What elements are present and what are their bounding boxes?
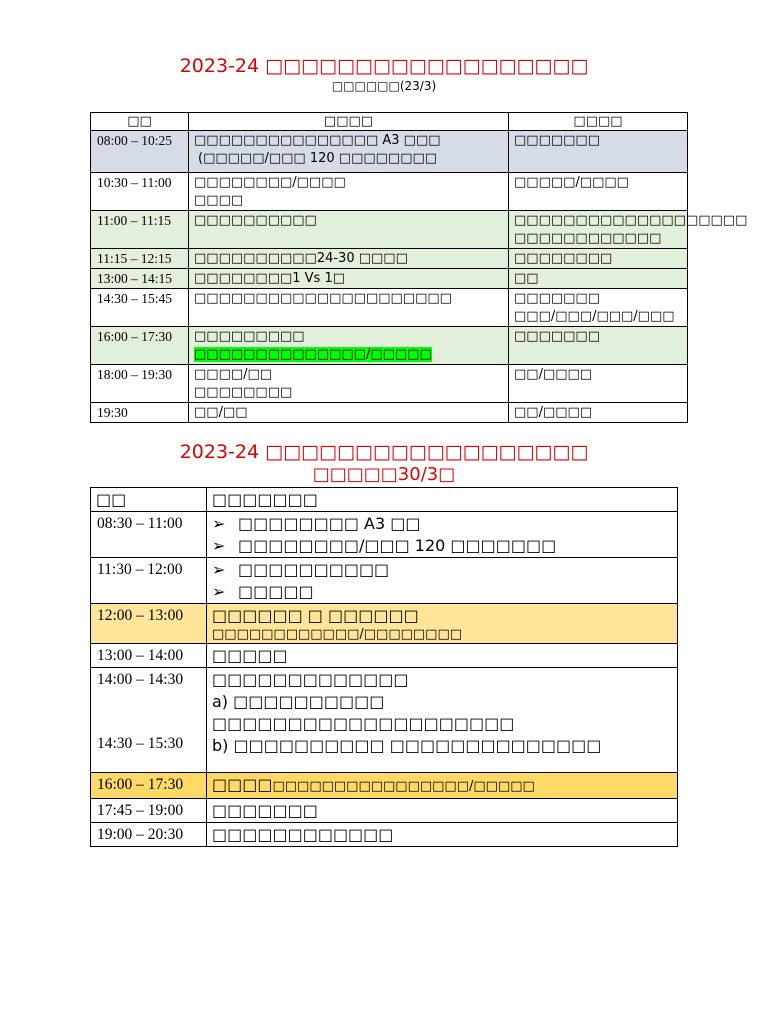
activity-cell: □□/□□ — [189, 403, 509, 423]
time-cell: 18:00 – 19:30 — [91, 365, 189, 403]
bullet-item — [212, 513, 672, 535]
doc2-title: 2023-24 □□□□□□□□□□□□□□□□□□ — [179, 441, 589, 463]
table-row — [91, 512, 678, 558]
doc2-subtitle: □□□□□30/3□ — [312, 464, 456, 485]
column-header-time: □□ — [91, 113, 189, 131]
bullet-text: □□□□□□□□ A3 □□ — [238, 514, 421, 533]
activity-cell — [207, 773, 678, 799]
time-cell: 17:45 – 19:00 — [91, 799, 207, 823]
arrow-bullet-icon: ➢ — [212, 514, 226, 533]
person-line: □□□□□□□□□□□□ — [514, 231, 662, 246]
table-row — [91, 249, 688, 269]
table-row — [91, 211, 688, 249]
person-cell: □□□□□/□□□□ — [509, 173, 688, 211]
time-cell: 13:00 – 14:00 — [91, 644, 207, 668]
activity-cell — [189, 327, 509, 365]
time-cell: 08:00 – 10:25 — [91, 131, 189, 173]
activity-line: □□□□□□□□□□□□□ — [212, 670, 409, 689]
activity-cell: □□□□□□□□□□□□ — [207, 823, 678, 847]
activity-cell: □□□□□□□□□□24-30 □□□□ — [189, 249, 509, 269]
activity-line: a) □□□□□□□□□□ □□□□□□□□□□□□□□□□□□□□ — [212, 692, 515, 733]
schedule-table-2 — [90, 487, 678, 847]
table-row — [91, 173, 688, 211]
table-row — [91, 644, 678, 668]
time-cell: 13:00 – 14:15 — [91, 269, 189, 289]
bullet-text: □□□□□ — [238, 582, 314, 601]
activity-line: (□□□□□/□□□ 120 □□□□□□□□ — [198, 151, 438, 166]
arrow-bullet-icon: ➢ — [212, 582, 226, 601]
doc1-title: 2023-24 □□□□□□□□□□□□□□□□□□ — [179, 55, 589, 77]
table-row — [91, 269, 688, 289]
time-cell: 08:30 – 11:00 — [91, 512, 207, 558]
person-cell: □□□□□□□ — [509, 131, 688, 173]
time-second: 14:30 – 15:30 — [97, 735, 184, 752]
person-cell: □□ — [509, 269, 688, 289]
activity-cell: □□□□□□□□□□□□□□□□□□□□□ — [189, 289, 509, 327]
time-cell: 19:30 — [91, 403, 189, 423]
activity-line — [194, 346, 503, 364]
person-cell: □□□□□□□ — [509, 327, 688, 365]
table-row — [91, 131, 688, 173]
activity-cell — [189, 173, 509, 211]
table-row — [91, 558, 678, 604]
table-row — [91, 773, 678, 799]
person-cell — [509, 289, 688, 327]
table-header-row — [91, 488, 678, 512]
arrow-bullet-icon: ➢ — [212, 560, 226, 579]
column-header-activity: □□□□ — [189, 113, 509, 131]
person-cell — [509, 211, 748, 249]
bullet-text: □□□□□□□□□□ — [238, 560, 390, 579]
activity-cell — [189, 365, 509, 403]
person-line: □□□□□□□ — [514, 291, 600, 306]
person-cell: □□/□□□□ — [509, 403, 688, 423]
activity-line: □□□□□□ □ □□□□□□ — [212, 606, 419, 625]
table-row — [91, 327, 688, 365]
activity-note: □□□□□□□□□□□□/□□□□□□□□ — [212, 627, 463, 642]
time-start: 14:00 – 14:30 — [97, 671, 184, 688]
time-cell: 11:00 – 11:15 — [91, 211, 189, 249]
activity-line: □□□□/□□ — [194, 367, 273, 382]
schedule-table-1 — [90, 112, 748, 423]
table-row — [91, 668, 678, 773]
activity-cell — [207, 604, 678, 644]
arrow-bullet-icon: ➢ — [212, 536, 226, 555]
activity-line: □□□□□□□□□□□□□□□ A3 □□□ — [194, 133, 441, 148]
column-header-person: □□□□ — [509, 113, 688, 131]
activity-cell: □□□□□□□ — [207, 799, 678, 823]
bullet-item — [212, 581, 672, 603]
time-cell: 10:30 – 11:00 — [91, 173, 189, 211]
person-line: □□□□□□□□□□□□□□□□□□□ — [514, 213, 748, 228]
column-header-activity: □□□□□□□ — [207, 488, 678, 512]
doc1-subtitle: □□□□□□(23/3) — [331, 79, 437, 93]
time-cell: 16:00 – 17:30 — [91, 327, 189, 365]
column-header-time: □□ — [91, 488, 207, 512]
activity-note: □□□□□□□□□□□□□□□□/□□□□□ — [272, 779, 535, 794]
activity-cell: □□□□□□□□1 Vs 1□ — [189, 269, 509, 289]
person-cell: □□/□□□□ — [509, 365, 688, 403]
highlighted-text: □□□□□□□□□□□□□□/□□□□□ — [194, 347, 432, 362]
time-cell: 11:30 – 12:00 — [91, 558, 207, 604]
activity-cell — [207, 558, 678, 604]
activity-cell — [207, 668, 678, 773]
table-row — [91, 604, 678, 644]
table-row — [91, 403, 688, 423]
activity-cell: □□□□□□□□□□ — [189, 211, 509, 249]
activity-cell — [207, 512, 678, 558]
time-cell: 11:15 – 12:15 — [91, 249, 189, 269]
activity-line: □□□□□□□□/□□□□ — [194, 175, 346, 190]
activity-cell — [189, 131, 509, 173]
activity-line: □□□□□□□□□ — [194, 329, 305, 344]
table-row — [91, 823, 678, 847]
activity-line: □□□□□□□□ — [194, 385, 293, 400]
time-cell — [91, 668, 207, 773]
activity-line: □□□□ — [194, 193, 244, 208]
activity-cell: □□□□□ — [207, 644, 678, 668]
activity-main: □□□□ — [212, 775, 273, 794]
bullet-item — [212, 535, 672, 557]
table-header-row — [91, 113, 688, 131]
time-cell: 12:00 – 13:00 — [91, 604, 207, 644]
table-row — [91, 289, 688, 327]
time-cell: 16:00 – 17:30 — [91, 773, 207, 799]
time-cell: 14:30 – 15:45 — [91, 289, 189, 327]
bullet-item — [212, 559, 672, 581]
person-line: □□□/□□□/□□□/□□□ — [514, 309, 675, 324]
bullet-text: □□□□□□□□/□□□ 120 □□□□□□□ — [238, 536, 557, 555]
person-cell: □□□□□□□□ — [509, 249, 688, 269]
activity-line: b) □□□□□□□□□□ □□□□□□□□□□□□□□ — [212, 736, 602, 755]
table-row — [91, 799, 678, 823]
time-cell: 19:00 – 20:30 — [91, 823, 207, 847]
table-row — [91, 365, 688, 403]
